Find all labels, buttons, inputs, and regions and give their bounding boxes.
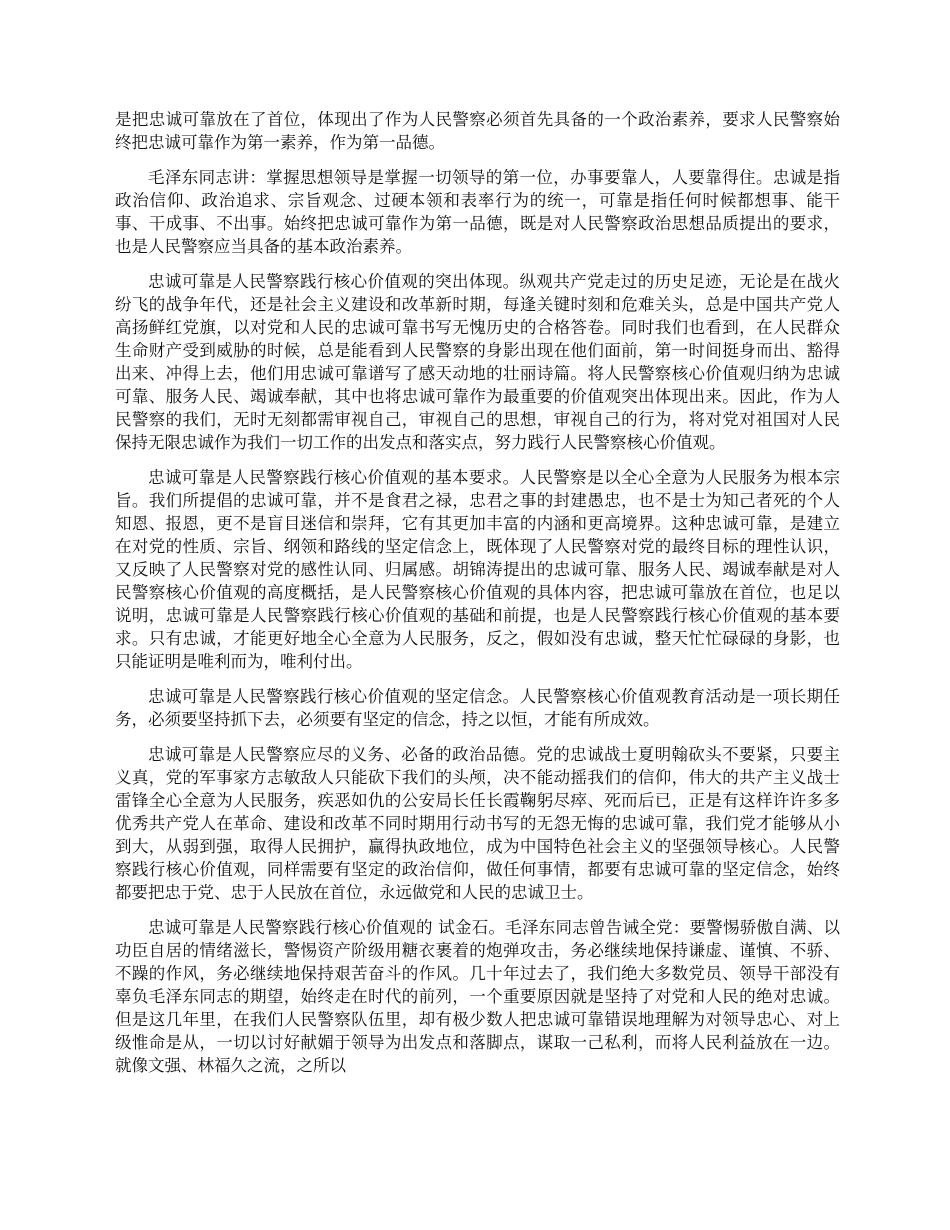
paragraph-2: 毛泽东同志讲：掌握思想领导是掌握一切领导的第一位，办事要靠人，人要靠得住。忠诚是指政治信仰、政治追求、宗旨观念、过硬本领和表率行为的统一，可靠是指任何时候都想事、能干事、干成事、不出事。始终把忠诚可靠作为第一品德，既是对人民警察政治思想品质提出的要求，也是人民警察应当具备的基本政治素养。: [115, 168, 840, 256]
paragraph-1: 是把忠诚可靠放在了首位，体现出了作为人民警察必须首先具备的一个政治素养，要求人民警察始终把忠诚可靠作为第一素养，作为第一品德。: [115, 110, 840, 152]
paragraph-4: 忠诚可靠是人民警察践行核心价值观的基本要求。人民警察是以全心全意为人民服务为根本宗旨。我们所提倡的忠诚可靠，并不是食君之禄，忠君之事的封建愚忠，也不是士为知己者死的个人知恩、报恩，更不是盲目迷信和崇拜，它有其更加丰富的内涵和更高境界。这种忠诚可靠，是建立在对党的性质、宗旨、纲领和路线的坚定信念上，既体现了人民警察对党的最终目标的理性认识，又反映了人民警察对党的感性认同、归属感。胡锦涛提出的忠诚可靠、服务人民、竭诚奉献是对人民警察核心价值观的高度概括，是人民警察核心价值观的具体内容，把忠诚可靠放在首位，也足以说明，忠诚可靠是人民警察践行核心价值观的基础和前提，也是人民警察践行核心价值观的基本要求。只有忠诚，才能更好地全心全意为人民服务，反之，假如没有忠诚，整天忙忙碌碌的身影，也只能证明是唯利而为，唯利付出。: [115, 468, 840, 671]
paragraph-6: 忠诚可靠是人民警察应尽的义务、必备的政治品德。党的忠诚战士夏明翰砍头不要紧，只要主义真，党的军事家方志敏敌人只能砍下我们的头颅，决不能动摇我们的信仰，伟大的共产主义战士雷锋全心全意为人民服务，疾恶如仇的公安局长任长霞鞠躬尽瘁、死而后已，正是有这样许许多多优秀共产党人在革命、建设和改革不同时期用行动书写的无怨无悔的忠诚可靠，我们党才能够从小到大，从弱到强，取得人民拥护，赢得执政地位，成为中国特色社会主义的坚强领导核心。人民警察践行核心价值观，同样需要有坚定的政治信仰，做任何事情，都要有忠诚可靠的坚定信念，始终都要把忠于党、忠于人民放在首位，永远做党和人民的忠诚卫士。: [115, 745, 840, 902]
paragraph-7: 忠诚可靠是人民警察践行核心价值观的 试金石。毛泽东同志曾告诫全党：要警惕骄傲自满、以功臣自居的情绪滋长，警惕资产阶级用糖衣裹着的炮弹攻击，务必继续地保持谦虚、谨慎、不骄、不躁的作风，务必继续地保持艰苦奋斗的作风。几十年过去了，我们绝大多数党员、领导干部没有辜负毛泽东同志的期望，始终走在时代的前列，一个重要原因就是坚持了对党和人民的绝对忠诚。但是这几年里，在我们人民警察队伍里，却有极少数人把忠诚可靠错误地理解为对领导忠心、对上级惟命是从，一切以讨好献媚于领导为出发点和落脚点，谋取一己私利，而将人民利益放在一边。就像文强、林福久之流，之所以: [115, 918, 840, 1075]
paragraph-3: 忠诚可靠是人民警察践行核心价值观的突出体现。纵观共产党走过的历史足迹，无论是在战火纷飞的战争年代，还是社会主义建设和改革新时期，每逢关键时刻和危难关头，总是中国共产党人高扬鲜红党旗，以对党和人民的忠诚可靠书写无愧历史的合格答卷。同时我们也看到，在人民群众生命财产受到威胁的时候，总是能看到人民警察的身影出现在他们面前，第一时间挺身而出、豁得出来、冲得上去，他们用忠诚可靠谱写了感天动地的壮丽诗篇。将人民警察核心价值观归纳为忠诚可靠、服务人民、竭诚奉献，其中也将忠诚可靠作为最重要的价值观突出体现出来。因此，作为人民警察的我们，无时无刻都需审视自己，审视自己的思想，审视自己的行为，将对党对祖国对人民保持无限忠诚作为我们一切工作的出发点和落实点，努力践行人民警察核心价值观。: [115, 272, 840, 452]
document-page: [115, 108, 840, 1089]
paragraph-5: 忠诚可靠是人民警察践行核心价值观的坚定信念。人民警察核心价值观教育活动是一项长期任务，必须要坚持抓下去，必须要有坚定的信念，持之以恒，才能有所成效。: [115, 687, 840, 729]
